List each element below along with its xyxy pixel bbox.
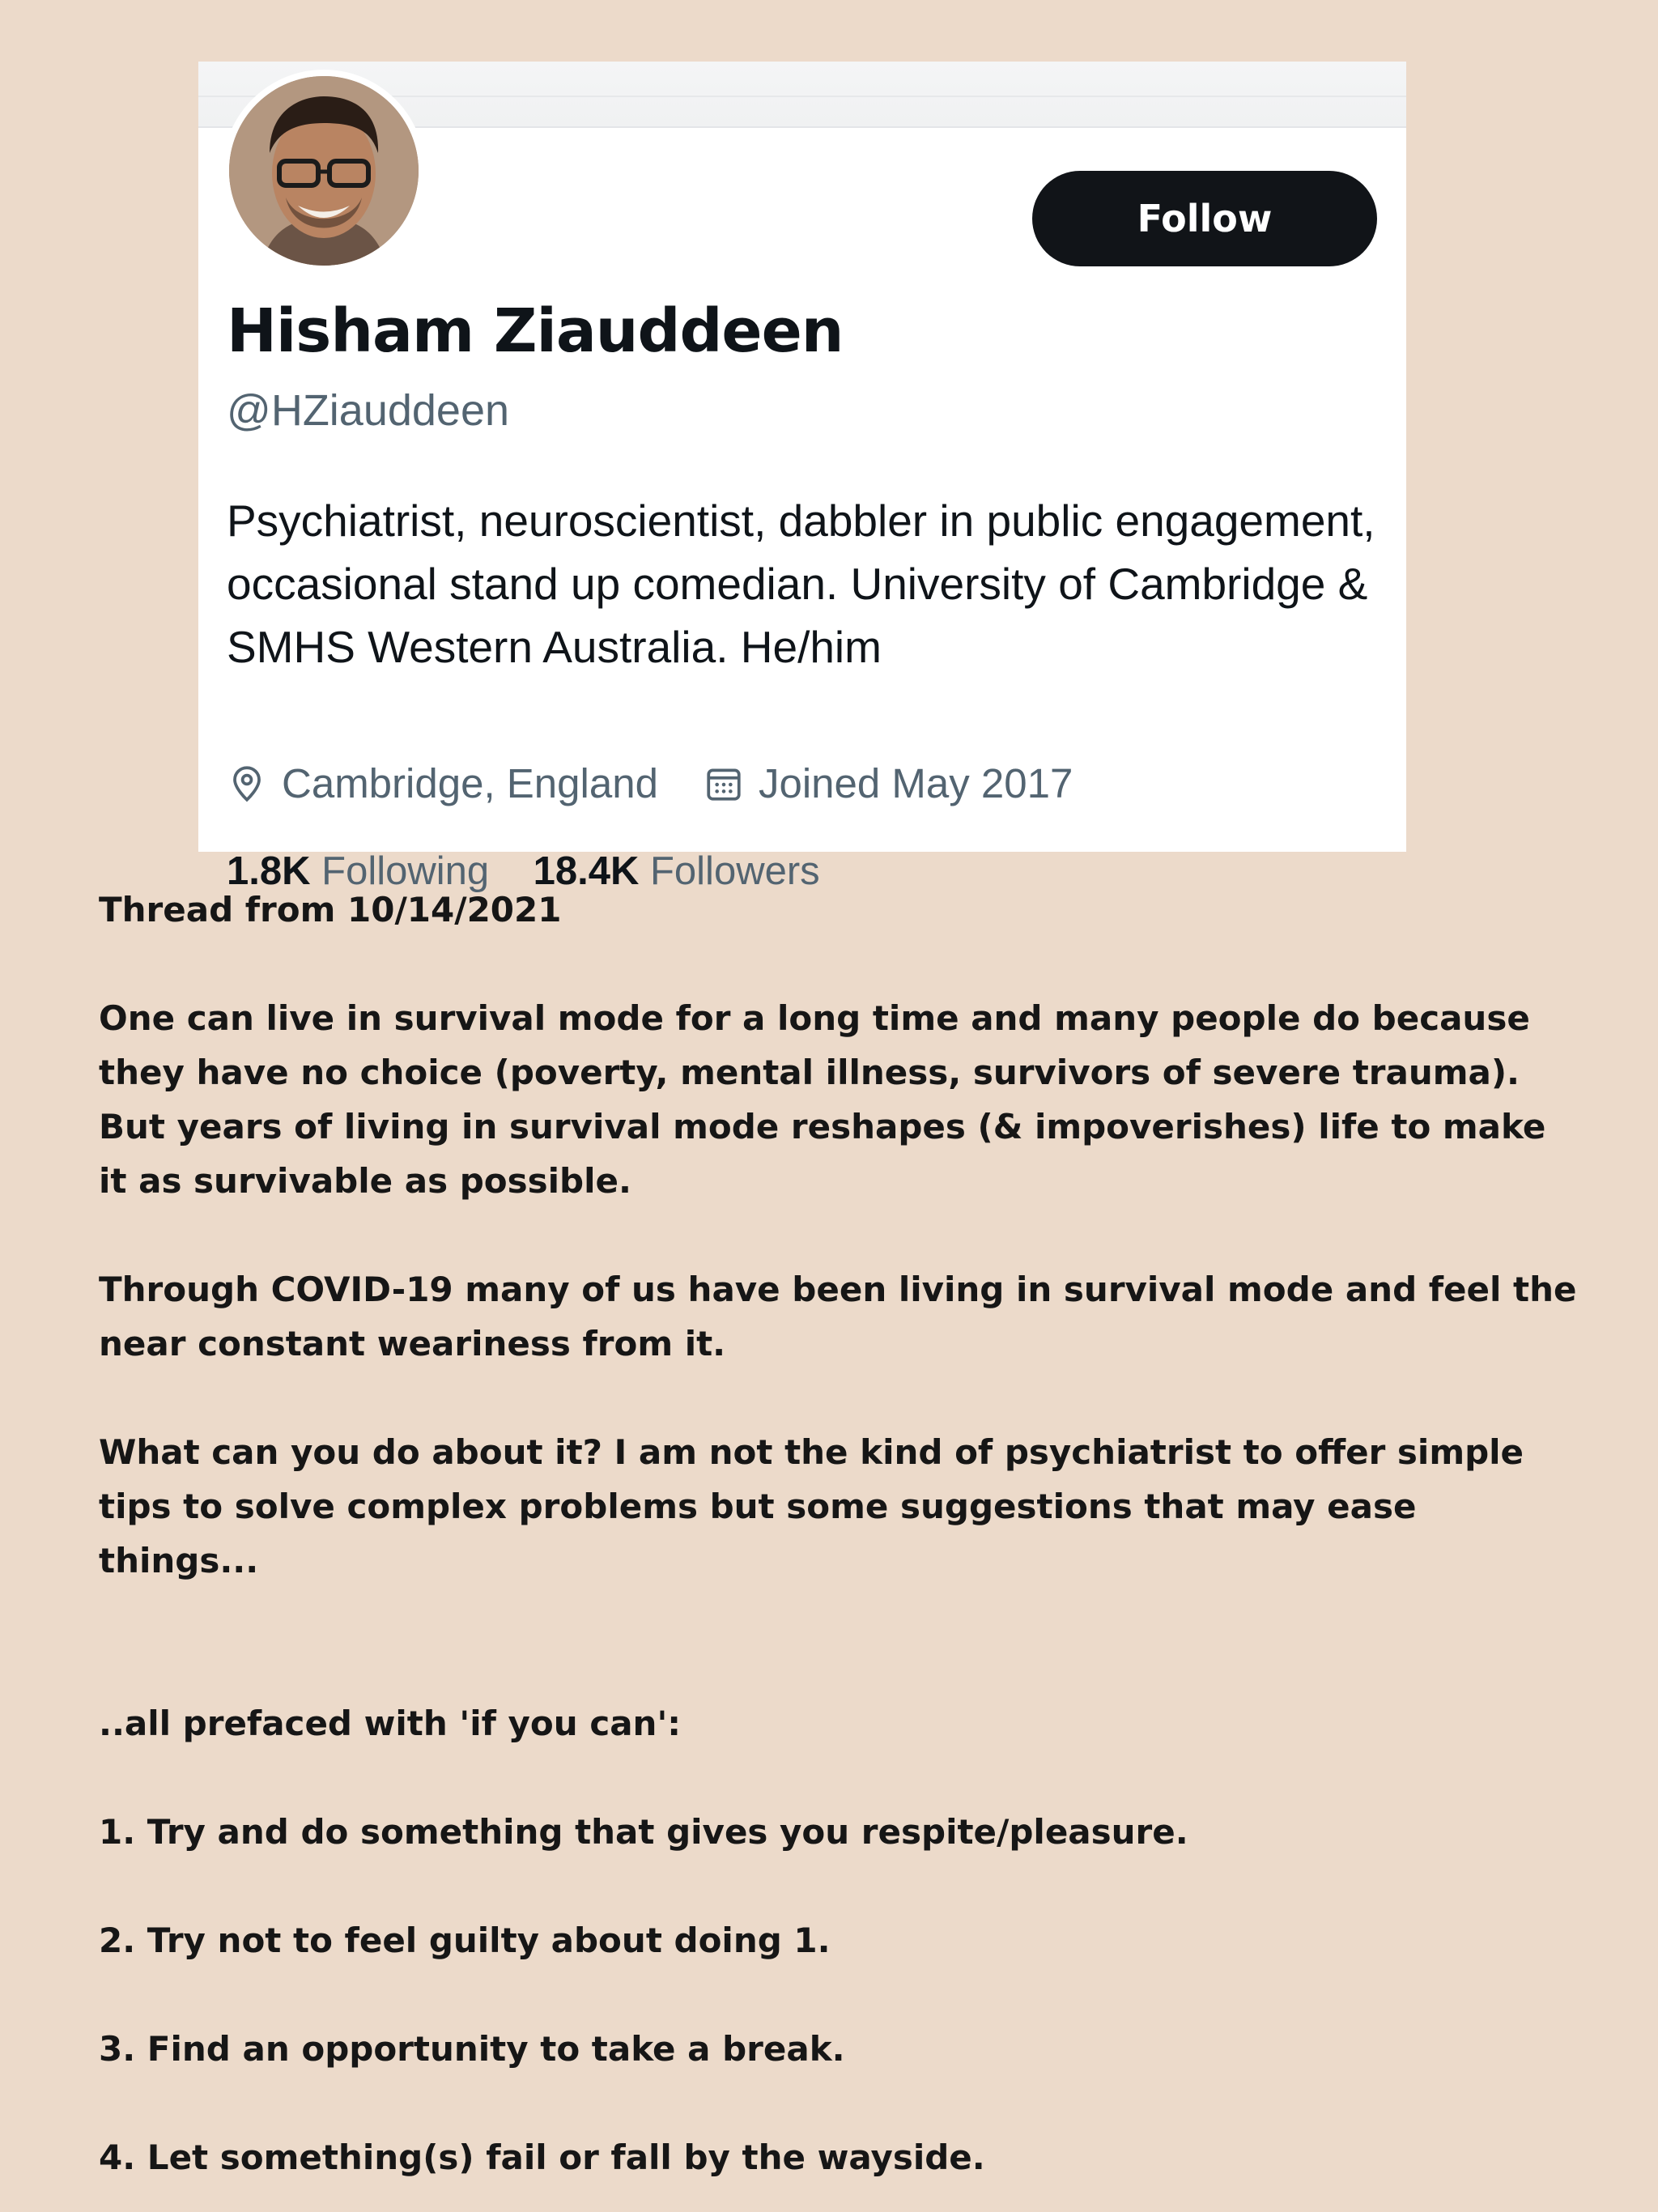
location-pin-icon (227, 764, 267, 804)
avatar[interactable] (223, 70, 425, 272)
thread-paragraph: Through COVID-19 many of us have been living in survival mode and feel the near constant weariness from it. (99, 1270, 1577, 1363)
profile-name: Hisham Ziauddeen (227, 296, 844, 366)
thread-paragraph: ..all prefaced with 'if you can': (99, 1704, 682, 1743)
calendar-icon (704, 764, 744, 804)
profile-handle: @HZiauddeen (227, 386, 510, 435)
profile-bio: Psychiatrist, neuroscientist, dabbler in public engagement, occasional stand up comedian. University of Cambridge & SMHS Western Australia. He/him (227, 496, 1375, 672)
avatar-photo (229, 76, 419, 266)
thread-text (99, 883, 1580, 2184)
thread-paragraph: What can you do about it? I am not the kind of psychiatrist to offer simple tips to solve complex problems but some suggestions that may ease things... (99, 1432, 1524, 1580)
profile-location: Cambridge, England (282, 760, 658, 806)
thread-title: Thread from 10/14/2021 (99, 890, 562, 929)
following-label: Following (321, 849, 490, 893)
thread-list-item: 2. Try not to feel guilty about doing 1. (99, 1921, 831, 1960)
thread-list-item: 3. Find an opportunity to take a break. (99, 2029, 845, 2069)
followers-label: Followers (649, 849, 820, 893)
thread-list-item: 4. Let something(s) fail or fall by the wayside. (99, 2138, 985, 2177)
followers-count: 18.4K (533, 849, 640, 893)
profile-card (198, 62, 1406, 893)
follow-button[interactable]: Follow (1032, 171, 1377, 266)
profile-joined-date: Joined May 2017 (758, 760, 1073, 806)
thread-paragraph: One can live in survival mode for a long time and many people do because they have no choice (poverty, mental illness, survivors of severe trauma). But years of living in survival mode reshapes (& impoverishes) life to make it as survivable as possible. (99, 998, 1546, 1201)
following-count: 1.8K (227, 849, 311, 893)
thread-list-item: 1. Try and do something that gives you respite/pleasure. (99, 1812, 1188, 1852)
profile-meta (227, 759, 1073, 807)
